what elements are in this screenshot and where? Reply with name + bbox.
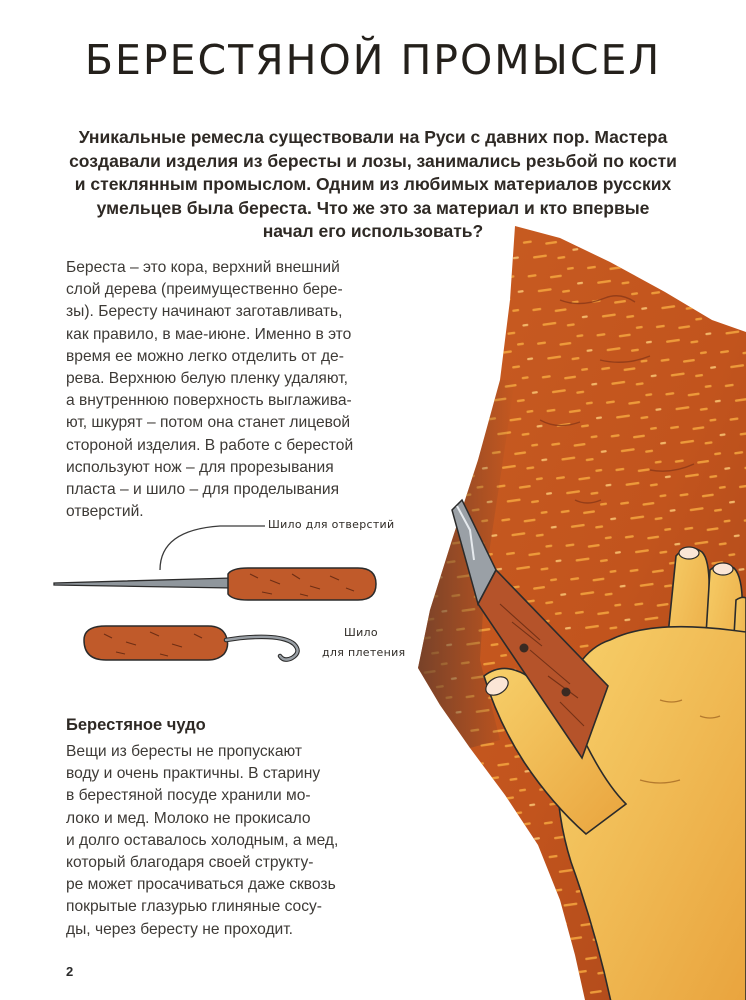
birch-bark-wonder-paragraph: Вещи из бересты не пропускают воду и очень практичны. В старину в берестяной посуде хранили мо- локо и мед. Молоко не прокисало и долго оставалось холодным, а мед, который благодаря своей структу- ре может просачиваться даже сквозь покрытые глазурью глиняные сосу- ды, через бересту не проходит. [66,743,339,938]
awl-weave-label-2: для плетения [322,646,406,659]
section-heading: Берестяное чудо [66,716,206,734]
awl-weave-label-1: Шило [344,626,378,639]
awl-for-holes [54,568,376,600]
intro-paragraph: Уникальные ремесла существовали на Руси с давних пор. Мастера создавали изделия из бересты и лозы, занимались резьбой по кости и стеклянным промыслом. Одним из любимых материалов русских умельцев была береста. Что же это за материал и кто впервые начал его использовать? [69,127,677,241]
page-title: БЕРЕСТЯНОЙ ПРОМЫСЕЛ [84,36,662,84]
page-number: 2 [66,964,74,979]
awl-for-weaving [84,626,298,660]
birch-bark-description: Береста – это кора, верхний внешний слой дерева (преимущественно бере- зы). Бересту начинают заготавливать, как правило, в мае-июне. Именно в это время ее можно легко отделить от де- рева. Верхнюю белую пленку удаляют, а внутреннюю поверхность выглажива- ют, шкурят – потом она станет лицевой стороной изделия. В работе с берестой используют нож – для прорезывания пласта – и шило – для проделывания отверстий. [66,259,354,521]
awl-hole-label: Шило для отверстий [268,518,395,531]
